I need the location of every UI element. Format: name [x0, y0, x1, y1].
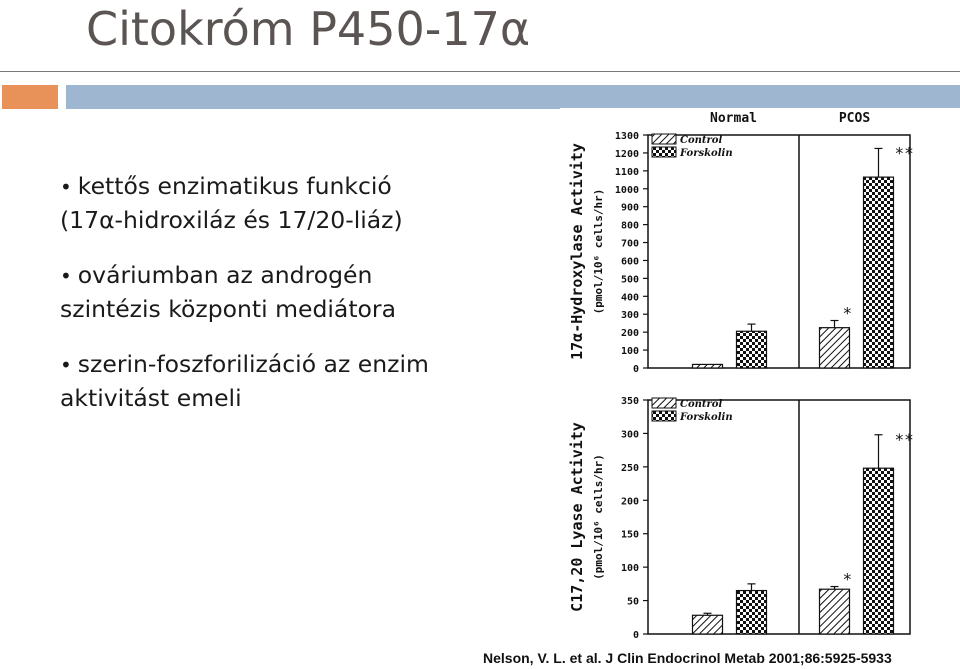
y-tick-label: 900	[620, 202, 639, 214]
y-axis-unit: (pmol/10⁶ cells/hr)	[592, 454, 605, 580]
y-tick-label: 0	[632, 364, 639, 375]
bar-charts	[560, 108, 960, 643]
citation: Nelson, V. L. et al. J Clin Endocrinol Metab 2001;86:5925-5933	[483, 650, 892, 666]
bullet-item	[60, 348, 440, 415]
legend-label: Forskolin	[680, 412, 733, 423]
bullet-dot-icon: •	[60, 353, 72, 377]
bar	[864, 468, 894, 634]
legend-swatch	[652, 147, 676, 157]
legend-label: Forskolin	[680, 148, 733, 159]
y-tick-label: 300	[620, 429, 639, 441]
bar	[693, 615, 723, 634]
bar	[693, 364, 723, 368]
y-tick-label: 250	[620, 462, 639, 474]
bullet-dot-icon: •	[60, 175, 72, 199]
y-tick-label: 50	[626, 596, 639, 608]
bullet-item	[60, 170, 440, 237]
y-tick-label: 600	[620, 256, 639, 268]
significance-marker: *	[842, 569, 853, 589]
bullet-dot-icon: •	[60, 264, 72, 288]
y-axis-unit: (pmol/10⁶ cells/hr)	[592, 188, 605, 315]
bar	[820, 328, 850, 368]
y-tick-label: 500	[620, 274, 639, 286]
accent-band-orange	[2, 85, 58, 109]
slide-title: Citokróm P450-17α	[86, 2, 531, 56]
y-tick-label: 100	[620, 563, 639, 575]
group-label: Normal	[710, 111, 757, 126]
y-tick-label: 700	[620, 238, 639, 250]
legend-swatch	[652, 398, 676, 408]
y-tick-label: 200	[620, 328, 639, 340]
bar	[737, 591, 767, 634]
figure-panel	[560, 108, 960, 643]
y-tick-label: 150	[620, 529, 639, 541]
significance-marker: **	[894, 429, 914, 449]
legend-label: Control	[680, 399, 723, 410]
bullet-text: kettős enzimatikus funkció (17α-hidroxiláz és 17/20-liáz)	[60, 172, 403, 234]
accent-band-blue	[66, 85, 960, 109]
y-tick-label: 350	[620, 396, 639, 407]
y-tick-label: 300	[620, 310, 639, 322]
bar	[737, 331, 767, 368]
legend-label: Control	[680, 135, 723, 146]
y-tick-label: 800	[620, 220, 639, 232]
y-tick-label: 1300	[614, 131, 639, 142]
bullet-text: szerin-foszforilizáció az enzim aktivitást emeli	[60, 350, 429, 412]
y-tick-label: 1100	[614, 166, 639, 178]
y-tick-label: 100	[620, 346, 639, 358]
group-label: PCOS	[838, 111, 871, 126]
y-tick-label: 1000	[614, 184, 639, 196]
significance-marker: *	[842, 303, 853, 323]
y-tick-label: 200	[620, 496, 639, 508]
bar	[820, 589, 850, 634]
bullet-item	[60, 259, 440, 326]
y-axis-label: 17α-Hydroxylase Activity	[568, 143, 586, 360]
legend-swatch	[652, 411, 676, 421]
legend-swatch	[652, 134, 676, 144]
y-tick-label: 400	[620, 292, 639, 304]
bullet-list	[60, 170, 440, 437]
y-tick-label: 1200	[614, 148, 639, 160]
bar	[864, 177, 894, 368]
title-divider	[0, 71, 960, 72]
bullet-text: ováriumban az androgén szintézis központi mediátora	[60, 261, 396, 323]
significance-marker: **	[894, 143, 914, 163]
y-tick-label: 0	[632, 630, 639, 641]
y-axis-label: C17,20 Lyase Activity	[568, 422, 586, 612]
